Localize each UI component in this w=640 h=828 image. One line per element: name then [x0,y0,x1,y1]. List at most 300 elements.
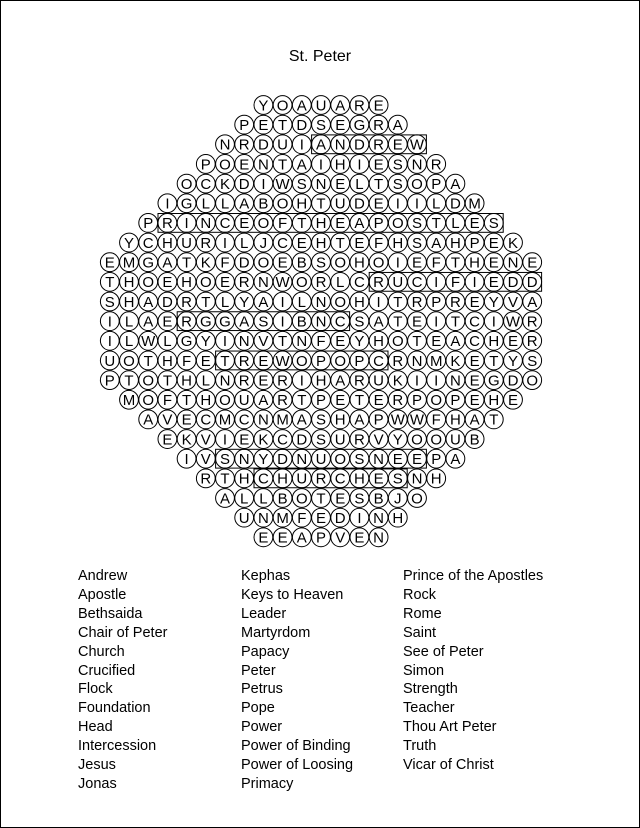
grid-cell [331,449,350,468]
grid-letter: A [527,293,538,311]
grid-letter: O [219,156,231,174]
grid-cell [273,528,292,547]
grid-letter: Y [258,451,269,468]
grid-letter: S [219,451,231,468]
grid-cell [254,194,273,213]
grid-letter: C [334,313,346,331]
grid-cell [523,351,542,370]
grid-cell [292,469,311,488]
grid-cell [350,351,369,370]
word-list-item: Papacy [241,643,290,660]
grid-letter: P [431,293,442,311]
grid-letter: P [143,215,154,233]
grid-cell [331,528,350,547]
grid-letter: A [335,97,346,115]
grid-cell [254,351,273,370]
grid-cell [446,214,465,233]
grid-cell [388,292,407,311]
grid-cell [254,469,273,488]
grid-cell [273,115,292,134]
grid-cell [523,312,542,331]
grid-cell [388,410,407,429]
grid-cell [504,390,523,409]
grid-cell [523,331,542,350]
word-list-item: Leader [241,605,287,622]
grid-cell [427,430,446,449]
grid-letter: E [469,215,480,233]
grid-letter: R [430,156,442,174]
grid-cell [216,430,235,449]
grid-letter: L [432,195,441,213]
grid-letter: E [315,509,327,527]
grid-cell [331,214,350,233]
grid-letter: U [238,509,250,527]
grid-letter: W [141,333,156,351]
grid-letter: H [238,470,250,488]
grid-cell [312,135,331,154]
grid-letter: T [278,116,288,134]
grid-cell [350,390,369,409]
grid-letter: R [411,293,423,311]
grid-cell [254,115,273,134]
grid-cell [100,292,119,311]
grid-letter: I [395,195,400,213]
grid-cell [196,214,215,233]
grid-letter: H [469,254,481,272]
grid-cell [254,155,273,174]
grid-cell [484,312,503,331]
grid-letter: Y [354,333,365,351]
grid-letter: E [104,254,115,272]
grid-letter: E [239,156,250,174]
grid-letter: U [315,451,327,468]
grid-letter: K [200,254,211,272]
grid-cell [369,371,388,390]
grid-cell [465,253,484,272]
grid-letter: R [353,372,365,390]
grid-letter: S [354,451,365,468]
grid-letter: I [184,451,189,468]
grid-letter: O [123,352,135,370]
grid-letter: K [258,431,269,449]
grid-letter: R [238,352,250,370]
grid-cell [254,96,273,115]
grid-cell [273,331,292,350]
grid-letter: P [431,175,442,193]
grid-letter: R [277,372,289,390]
grid-cell [216,174,235,193]
grid-letter: I [434,274,439,292]
grid-cell [465,351,484,370]
grid-cell [408,390,427,409]
grid-letter: R [392,392,404,410]
grid-letter: E [373,470,384,488]
grid-letter: H [373,333,385,351]
grid-letter: I [299,136,304,154]
grid-cell [196,469,215,488]
grid-cell [388,351,407,370]
grid-cell [369,449,388,468]
grid-letter: H [181,274,193,292]
grid-cell [177,292,196,311]
grid-letter: N [257,509,269,527]
grid-cell [350,331,369,350]
grid-letter: B [373,490,384,508]
grid-cell [292,449,311,468]
grid-cell [312,96,331,115]
grid-letter: D [334,509,346,527]
grid-letter: H [392,509,404,527]
grid-letter: C [469,333,481,351]
grid-cell [235,508,254,527]
grid-letter: T [278,156,288,174]
grid-cell [120,390,139,409]
grid-cell [139,390,158,409]
grid-letter: B [296,313,307,331]
grid-cell [139,371,158,390]
grid-cell [369,489,388,508]
grid-letter: H [449,411,461,429]
grid-cell [312,351,331,370]
word-list-item: Peter [241,662,276,679]
grid-cells [100,96,541,547]
grid-cell [350,312,369,331]
grid-letter: Y [488,293,499,311]
grid-letter: L [124,313,134,331]
grid-letter: E [335,215,346,233]
grid-letter: O [257,215,270,233]
grid-letter: I [491,313,496,331]
grid-letter: I [318,156,324,174]
grid-letter: G [142,254,155,272]
grid-letter: D [238,254,250,272]
grid-cell [235,155,254,174]
grid-cell [408,312,427,331]
word-list-column-3 [403,567,543,775]
grid-cell [369,115,388,134]
grid-letter: H [392,234,404,252]
grid-letter: E [296,234,307,252]
grid-letter: D [507,274,519,292]
grid-cell [292,430,311,449]
grid-letter: G [487,372,500,390]
grid-letter: T [335,234,345,252]
grid-letter: A [373,313,384,331]
grid-cell [158,272,177,291]
word-list-item: Foundation [78,700,151,717]
grid-cell [504,272,523,291]
grid-letter: P [373,411,384,429]
grid-letter: K [450,352,461,370]
grid-letter: P [104,372,115,390]
grid-cell [292,489,311,508]
grid-cell [292,214,311,233]
grid-letter: H [315,215,327,233]
grid-cell [465,430,484,449]
grid-cell [446,194,465,213]
grid-cell [484,253,503,272]
grid-cell [369,174,388,193]
grid-cell [235,115,254,134]
grid-letter: N [373,451,385,468]
grid-letter: B [258,195,269,213]
grid-letter: L [163,333,172,351]
grid-cell [350,272,369,291]
grid-letter: V [162,411,173,429]
word-list-item: Rock [403,586,437,603]
grid-cell [446,233,465,252]
grid-cell [408,233,427,252]
grid-letter: D [238,175,250,193]
grid-cell [292,371,311,390]
grid-cell [312,410,331,429]
word-list-item: Bethsaida [78,605,143,622]
grid-letter: N [200,215,212,233]
grid-cell [139,351,158,370]
grid-letter: O [295,352,308,370]
grid-cell [408,135,427,154]
grid-cell [350,155,369,174]
grid-cell [523,292,542,311]
grid-letter: I [165,195,170,213]
grid-cell [100,312,119,331]
grid-letter: S [488,215,499,233]
grid-cell [273,233,292,252]
grid-letter: A [450,451,461,468]
word-list-item: Andrew [78,568,128,584]
grid-cell [369,351,388,370]
grid-cell [369,430,388,449]
grid-cell [427,371,446,390]
found-word-lines [158,135,542,488]
grid-letter: C [219,215,231,233]
grid-letter: O [430,431,443,449]
grid-cell [408,174,427,193]
grid-cell [216,214,235,233]
grid-cell [446,371,465,390]
grid-letter: C [277,234,289,252]
grid-cell [312,292,331,311]
grid-cell [350,135,369,154]
grid-cell [331,96,350,115]
grid-letter: O [142,392,155,410]
grid-letter: Y [123,234,135,252]
grid-cell [235,194,254,213]
grid-letter: R [526,333,538,351]
grid-cell [369,312,388,331]
word-list-item: Simon [403,662,445,679]
grid-cell [139,214,158,233]
grid-cell [139,233,158,252]
grid-cell [292,331,311,350]
grid-cell [312,155,331,174]
grid-cell [312,430,331,449]
grid-letter: S [315,116,327,134]
grid-cell [465,194,484,213]
grid-cell [388,489,407,508]
grid-cell [523,272,542,291]
grid-letter: G [219,313,231,331]
grid-cell [254,253,273,272]
grid-cell [216,489,235,508]
grid-cell [388,331,407,350]
word-list-item: Martyrdom [241,624,311,641]
grid-letter: F [297,509,307,527]
grid-cell [216,135,235,154]
grid-letter: P [239,116,250,134]
grid-letter: O [372,254,385,272]
grid-letter: A [219,490,231,508]
grid-cell [484,214,503,233]
grid-letter: H [488,392,500,410]
grid-cell [254,528,273,547]
grid-letter: S [296,175,307,193]
grid-cell [292,272,311,291]
grid-letter: B [277,490,288,508]
grid-cell [388,253,407,272]
grid-cell [196,449,215,468]
word-list-item: Crucified [78,662,136,679]
grid-cell [350,233,369,252]
grid-cell [331,390,350,409]
grid-cell [177,410,196,429]
grid-letter: O [142,372,155,390]
grid-cell [408,292,427,311]
grid-cell [158,312,177,331]
grid-cell [312,174,331,193]
grid-cell [388,469,407,488]
grid-cell [216,410,235,429]
grid-letter: C [469,313,481,331]
grid-letter: O [430,392,443,410]
grid-cell [408,194,427,213]
grid-letter: M [276,509,289,527]
grid-letter: N [257,274,269,292]
grid-cell [254,430,273,449]
grid-cell [235,174,254,193]
grid-cell [158,351,177,370]
grid-letter: L [220,293,230,311]
grid-letter: O [199,274,212,292]
grid-letter: M [429,352,443,370]
grid-cell [196,292,215,311]
grid-letter: R [181,293,193,311]
grid-letter: A [354,411,365,429]
grid-cell [484,371,503,390]
grid-letter: A [162,254,173,272]
grid-cell [273,253,292,272]
word-list-item: Pope [241,700,275,717]
grid-cell [388,430,407,449]
word-list-item: Vicar of Christ [403,757,494,774]
grid-letter: Y [200,333,211,351]
grid-letter: N [315,313,327,331]
grid-letter: Y [507,352,519,370]
grid-cell [235,253,254,272]
grid-cell [292,292,311,311]
grid-cell [408,410,427,429]
grid-cell [331,272,350,291]
grid-cell [158,233,177,252]
grid-letter: O [411,431,423,449]
grid-letter: D [526,274,538,292]
grid-cell [331,312,350,331]
grid-cell [177,233,196,252]
grid-cell [388,155,407,174]
grid-letter: E [507,392,519,410]
grid-letter: I [472,274,477,292]
grid-cell [216,351,235,370]
grid-cell [254,371,273,390]
grid-letter: F [162,392,172,410]
grid-letter: E [354,529,365,547]
grid-cell [292,135,311,154]
grid-cell [388,115,407,134]
grid-letter: I [184,215,189,233]
grid-cell [292,155,311,174]
grid-cell [331,115,350,134]
word-list-item: Teacher [403,700,455,717]
grid-letter: P [315,392,327,410]
grid-letter: R [238,274,250,292]
grid-letter: H [277,470,289,488]
grid-letter: I [261,175,266,193]
grid-cell [312,508,331,527]
grid-letter: K [219,175,231,193]
grid-cell [177,331,196,350]
grid-cell [369,390,388,409]
grid-letter: A [239,195,250,213]
grid-letter: T [431,215,441,233]
grid-cell [465,390,484,409]
grid-cell [331,233,350,252]
grid-cell [484,331,503,350]
grid-letter: R [373,116,385,134]
grid-letter: C [277,431,289,449]
grid-cell [254,272,273,291]
grid-letter: E [392,136,403,154]
grid-letter: O [411,175,423,193]
grid-letter: P [315,352,327,370]
grid-cell [331,174,350,193]
grid-letter: L [201,195,210,213]
grid-letter: U [238,392,250,410]
grid-cell [331,253,350,272]
grid-letter: H [315,234,327,252]
grid-letter: A [354,215,365,233]
grid-letter: C [373,352,385,370]
grid-cell [408,430,427,449]
grid-letter: T [393,293,403,311]
grid-letter: S [354,490,365,508]
grid-cell [408,155,427,174]
grid-letter: D [161,293,173,311]
grid-cell [388,233,407,252]
grid-cell [312,214,331,233]
letter-grid [1,1,639,561]
grid-letter: K [392,372,403,390]
grid-letter: W [390,411,405,429]
grid-letter: T [143,352,153,370]
grid-cell [254,449,273,468]
grid-cell [388,312,407,331]
grid-letter: F [431,411,441,429]
grid-cell [388,272,407,291]
grid-letter: E [527,254,538,272]
grid-letter: L [240,234,249,252]
grid-letter: U [334,195,346,213]
grid-letter: R [181,313,193,331]
